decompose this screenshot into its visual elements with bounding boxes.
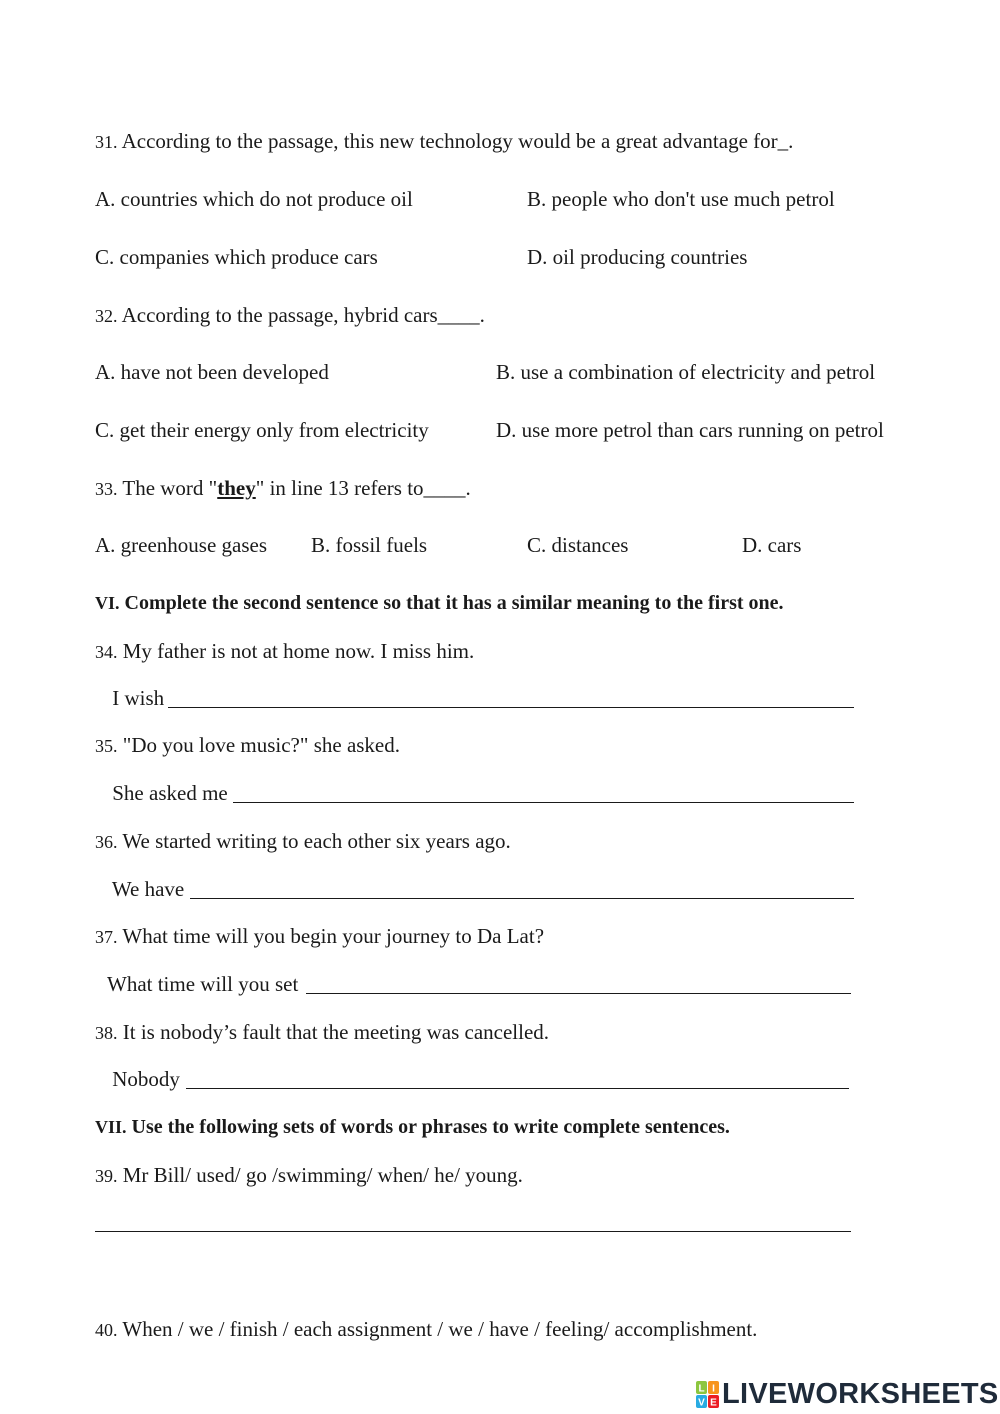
question-40-cue xyxy=(95,1317,757,1342)
question-number: 39. xyxy=(95,1166,118,1186)
question-number: 31. xyxy=(95,132,118,152)
question-text: My father is not at home now. I miss him. xyxy=(117,639,475,663)
question-text: When / we / finish / each assignment / we / have / feeling/ accomplishment. xyxy=(117,1317,758,1341)
question-31-stem xyxy=(95,129,793,154)
keyword: they xyxy=(217,476,256,500)
prompt-text: What time will you set xyxy=(107,972,299,996)
q33-option-d: D. cars xyxy=(742,533,802,557)
svg-text:E: E xyxy=(710,1397,717,1409)
question-32-stem xyxy=(95,303,485,328)
question-text: " in line 13 refers to____. xyxy=(255,476,471,500)
svg-text:L: L xyxy=(698,1383,705,1395)
question-36-prompt xyxy=(95,877,184,901)
question-number: 37. xyxy=(95,927,118,947)
prompt-text: I wish xyxy=(112,686,165,710)
question-37-sentence xyxy=(95,924,544,949)
question-34-prompt xyxy=(95,686,164,710)
question-text: Mr Bill/ used/ go /swimming/ when/ he/ young. xyxy=(117,1163,523,1187)
q33-option-c: C. distances xyxy=(527,533,629,557)
answer-line-34[interactable] xyxy=(168,707,854,708)
answer-line-37[interactable] xyxy=(306,993,851,994)
question-number: 36. xyxy=(95,832,118,852)
question-number: 38. xyxy=(95,1023,118,1043)
q31-option-a: A. countries which do not produce oil xyxy=(95,187,413,211)
question-39-cue xyxy=(95,1163,523,1188)
question-text: The word " xyxy=(117,476,218,500)
answer-line-35[interactable] xyxy=(233,802,854,803)
question-number: 35. xyxy=(95,736,118,756)
svg-text:V: V xyxy=(698,1397,705,1409)
question-text: According to the passage, this new technology would be a great advantage for_. xyxy=(117,129,794,153)
question-number: 40. xyxy=(95,1320,118,1340)
logo-grid-icon xyxy=(696,1381,720,1409)
q33-option-a: A. greenhouse gases xyxy=(95,533,268,557)
question-34-sentence xyxy=(95,639,474,664)
q32-option-b: B. use a combination of electricity and petrol xyxy=(496,360,876,384)
question-text: According to the passage, hybrid cars____. xyxy=(117,303,485,327)
question-text: It is nobody’s fault that the meeting was cancelled. xyxy=(117,1020,550,1044)
section-number: VI. xyxy=(95,593,120,613)
svg-text:I: I xyxy=(712,1383,715,1395)
question-33-stem xyxy=(95,476,471,501)
section-number: VII. xyxy=(95,1117,127,1137)
question-number: 34. xyxy=(95,642,118,662)
question-38-prompt xyxy=(95,1067,180,1091)
question-number: 32. xyxy=(95,306,118,326)
q32-option-c: C. get their energy only from electricity xyxy=(95,418,429,442)
answer-line-36[interactable] xyxy=(190,898,854,899)
question-38-sentence xyxy=(95,1020,549,1045)
section-7-heading xyxy=(95,1115,730,1139)
q31-option-c: C. companies which produce cars xyxy=(95,245,378,269)
prompt-text: She asked me xyxy=(112,781,228,805)
answer-line-38[interactable] xyxy=(186,1088,849,1089)
logo-text: LIVEWORKSHEETS xyxy=(722,1378,999,1410)
q32-option-a: A. have not been developed xyxy=(95,360,329,384)
question-text: We started writing to each other six years ago. xyxy=(117,829,511,853)
answer-line-39[interactable] xyxy=(95,1231,851,1232)
q33-option-b: B. fossil fuels xyxy=(311,533,428,557)
prompt-text: We have xyxy=(111,877,185,901)
question-35-sentence xyxy=(95,733,400,758)
question-37-prompt xyxy=(95,972,298,996)
q31-option-b: B. people who don't use much petrol xyxy=(527,187,835,211)
section-title: Complete the second sentence so that it has a similar meaning to the first one. xyxy=(119,592,784,614)
section-title: Use the following sets of words or phrases to write complete sentences. xyxy=(126,1116,730,1138)
prompt-text: Nobody xyxy=(112,1067,180,1091)
question-36-sentence xyxy=(95,829,511,854)
liveworksheets-logo xyxy=(696,1376,999,1412)
q32-option-d: D. use more petrol than cars running on petrol xyxy=(496,418,884,442)
question-number: 33. xyxy=(95,479,118,499)
question-text: "Do you love music?" she asked. xyxy=(117,733,401,757)
question-text: What time will you begin your journey to Da Lat? xyxy=(117,924,545,948)
section-6-heading xyxy=(95,591,784,615)
q31-option-d: D. oil producing countries xyxy=(527,245,748,269)
question-35-prompt xyxy=(95,781,228,805)
